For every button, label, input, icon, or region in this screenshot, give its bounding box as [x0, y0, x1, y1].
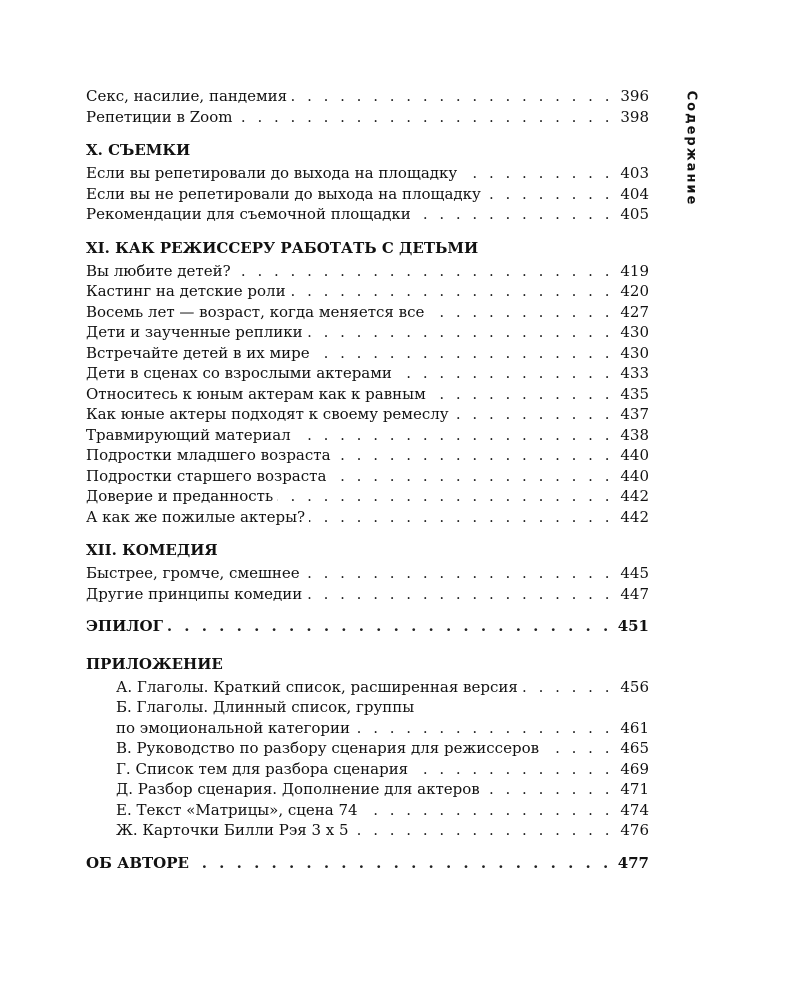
toc-entry-page: 440	[620, 466, 649, 485]
leader-dots	[396, 363, 613, 384]
toc-entry-title: по эмоциональной категории	[116, 718, 350, 737]
toc-entry-title: Если вы репетировали до выхода на площадку	[86, 164, 458, 182]
toc-entry-page: 471	[620, 780, 649, 798]
toc-entry-title: Подростки младшего возраста	[86, 446, 331, 464]
toc-entry-page: 437	[620, 405, 649, 423]
toc-entry[interactable]	[86, 466, 649, 487]
toc-entry-title: Подростки старшего возраста	[86, 466, 327, 485]
toc-entry-page: 430	[620, 343, 649, 362]
leader-dots	[362, 800, 613, 821]
toc-entry[interactable]	[86, 204, 649, 225]
toc-entry-page: 447	[620, 584, 649, 603]
toc-entry-title: ЭПИЛОГ	[86, 617, 163, 635]
leader-dots	[277, 486, 613, 507]
toc-entry-title: Е. Текст «Матрицы», сцена 74	[116, 800, 358, 819]
toc-entry[interactable]	[86, 507, 649, 528]
section-heading: X. СЪЕМКИ	[86, 141, 191, 159]
leader-dots	[290, 281, 613, 302]
section-heading: XII. КОМЕДИЯ	[86, 541, 218, 559]
leader-dots	[461, 163, 613, 184]
leader-dots	[167, 616, 612, 637]
toc-entry-epilogue[interactable]	[86, 616, 649, 637]
toc-entry-page: 465	[620, 739, 649, 757]
toc-entry-title: Кастинг на детские роли	[86, 282, 286, 300]
toc-entry[interactable]	[86, 107, 649, 128]
toc-entry-page: 438	[620, 425, 649, 444]
toc-entry-title: А. Глаголы. Краткий список, расширенная версия	[116, 677, 518, 696]
toc-entry-title: Ж. Карточки Билли Рэя 3 х 5	[116, 821, 349, 839]
toc-entry[interactable]	[86, 322, 649, 343]
leader-dots	[309, 507, 613, 528]
toc-entry-page: 420	[620, 282, 649, 300]
toc-entry-title: Если вы не репетировали до выхода на площадку	[86, 184, 481, 203]
toc-entry-page: 419	[620, 261, 649, 280]
leader-dots	[453, 404, 613, 425]
leader-dots	[412, 759, 613, 780]
leader-dots	[304, 563, 613, 584]
toc-entry[interactable]	[86, 184, 649, 205]
toc-entry-page: 440	[620, 446, 649, 464]
toc-entry[interactable]	[86, 584, 649, 605]
toc-entry[interactable]	[86, 677, 649, 698]
toc-entry-title: Доверие и преданность	[86, 487, 274, 505]
running-head-label: Содержание	[683, 90, 699, 206]
leader-dots	[428, 302, 613, 323]
toc-entry-page: 433	[620, 364, 649, 382]
toc-entry-page: 403	[620, 164, 649, 182]
toc-entry-title: Встречайте детей в их мире	[86, 343, 310, 362]
toc-entry[interactable]	[86, 363, 649, 384]
toc-entry[interactable]	[86, 779, 649, 800]
leader-dots	[330, 466, 613, 487]
toc-entry-title: Относитесь к юным актерам как к равным	[86, 384, 426, 403]
toc-entry[interactable]	[86, 163, 649, 184]
toc-entry-page: 398	[620, 107, 649, 126]
leader-dots	[236, 107, 613, 128]
leader-dots	[354, 718, 613, 739]
toc-entry-title: В. Руководство по разбору сценария для режиссеров	[116, 739, 540, 757]
toc-entry-page: 405	[620, 205, 649, 223]
toc-entry-title: А как же пожилые актеры?	[86, 507, 306, 526]
leader-dots	[522, 677, 613, 698]
leader-dots	[295, 425, 613, 446]
toc-entry[interactable]	[86, 384, 649, 405]
toc-entry-page: 469	[620, 759, 649, 778]
toc-entry[interactable]	[86, 486, 649, 507]
toc-entry-title: Репетиции в Zoom	[86, 107, 233, 126]
toc-entry-title: Дети в сценах со взрослыми актерами	[86, 364, 392, 382]
toc-entry-title: Дети и заученные реплики	[86, 323, 303, 341]
toc-entry[interactable]	[86, 404, 649, 425]
leader-dots	[306, 584, 613, 605]
toc-entry[interactable]	[86, 563, 649, 584]
toc-entry-title: Быстрее, громче, смешнее	[86, 564, 300, 582]
section-heading: ПРИЛОЖЕНИЕ	[86, 654, 223, 673]
toc-entry-page: 477	[617, 853, 649, 872]
leader-dots	[193, 853, 612, 874]
leader-dots	[314, 343, 613, 364]
leader-dots	[353, 820, 613, 841]
toc-entry[interactable]	[86, 820, 649, 841]
table-of-contents	[86, 86, 649, 873]
toc-entry[interactable]	[86, 261, 649, 282]
toc-entry-title: Другие принципы комедии	[86, 584, 303, 603]
leader-dots	[485, 184, 613, 205]
leader-dots	[484, 779, 613, 800]
leader-dots	[415, 204, 613, 225]
toc-entry-page: 442	[620, 487, 649, 505]
leader-dots	[335, 445, 613, 466]
toc-entry-page: 476	[620, 821, 649, 839]
toc-entry[interactable]	[86, 759, 649, 780]
toc-entry-title: Как юные актеры подходят к своему ремеслу	[86, 405, 449, 423]
toc-entry-about-author[interactable]	[86, 853, 649, 874]
toc-entry[interactable]	[86, 425, 649, 446]
toc-entry-page: 396	[620, 87, 649, 105]
toc-entry-page: 445	[620, 564, 649, 582]
toc-entry-title: Секс, насилие, пандемия	[86, 87, 288, 105]
toc-entry-page: 451	[617, 617, 649, 635]
leader-dots	[291, 86, 613, 107]
toc-entry-page: 456	[620, 677, 649, 696]
toc-entry-page: 430	[620, 323, 649, 341]
toc-entry-title: Рекомендации для съемочной площадки	[86, 205, 411, 223]
toc-entry[interactable]	[86, 281, 649, 302]
toc-entry-title: Д. Разбор сценария. Дополнение для актеров	[116, 780, 480, 798]
leader-dots	[430, 384, 613, 405]
toc-entry-page: 427	[620, 302, 649, 321]
running-head	[676, 88, 706, 208]
toc-entry-title: Вы любите детей?	[86, 261, 231, 280]
leader-dots	[543, 738, 613, 759]
toc-entry-title-line1: Б. Глаголы. Длинный список, группы	[116, 698, 415, 716]
toc-entry-title: Г. Список тем для разбора сценария	[116, 759, 409, 778]
leader-dots	[307, 322, 613, 343]
toc-entry-page: 442	[620, 507, 649, 526]
toc-entry-page: 435	[620, 384, 649, 403]
toc-entry[interactable]	[86, 738, 649, 759]
toc-entry[interactable]	[86, 800, 649, 821]
section-heading: XI. КАК РЕЖИССЕРУ РАБОТАТЬ С ДЕТЬМИ	[86, 238, 479, 257]
toc-entry[interactable]	[86, 718, 649, 739]
toc-entry-title: Травмирующий материал	[86, 425, 291, 444]
toc-entry-title: ОБ АВТОРЕ	[86, 853, 189, 872]
toc-entry[interactable]	[86, 343, 649, 364]
toc-entry[interactable]	[86, 302, 649, 323]
toc-entry-page: 474	[620, 800, 649, 819]
leader-dots	[235, 261, 613, 282]
toc-entry-page: 461	[620, 718, 649, 737]
toc-entry[interactable]	[86, 86, 649, 107]
toc-entry-title: Восемь лет — возраст, когда меняется все	[86, 302, 425, 321]
toc-entry[interactable]	[86, 445, 649, 466]
toc-entry-page: 404	[620, 184, 649, 203]
